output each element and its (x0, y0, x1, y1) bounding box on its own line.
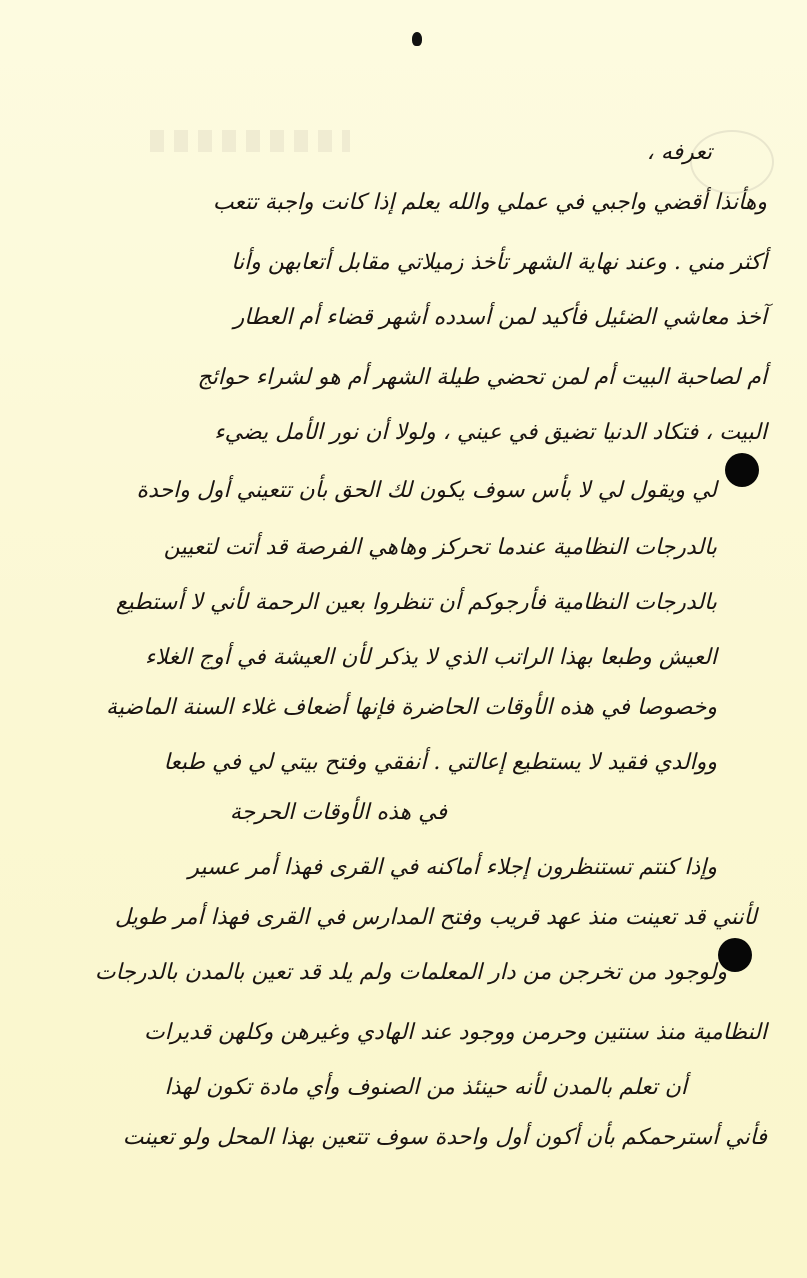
text-line: لي ويقول لي لا بأس سوف يكون لك الحق بأن تتعيني أول واحدة (136, 478, 717, 503)
text-line: فأني أسترحمكم بأن أكون أول واحدة سوف تتعين بهذا المحل ولو تعينت (122, 1125, 767, 1150)
text-line: بالدرجات النظامية فأرجوكم أن تنظروا بعين الرحمة لأني لا أستطيع (115, 590, 717, 615)
text-line: العيش وطبعا بهذا الراتب الذي لا يذكر لأن العيشة في أوج الغلاء (145, 645, 717, 670)
text-line: أم لصاحبة البيت أم لمن تحضي طيلة الشهر أم هو لشراء حوائج (197, 365, 767, 390)
pin-hole (412, 32, 422, 46)
text-line: آخذ معاشي الضئيل فأكيد لمن أسدده أشهر قضاء أم العطار (233, 305, 767, 330)
text-line: البيت ، فتكاد الدنيا تضيق في عيني ، ولولا أن نور الأمل يضيء (214, 420, 767, 445)
text-line: وإذا كنتم تستنظرون إجلاء أماكنه في القرى فهذا أمر عسير (188, 855, 717, 880)
text-line: ووالدي فقيد لا يستطيع إعالتي . أنفقي وفتح بيتي لي في طبعا (163, 750, 717, 775)
text-line: أن تعلم بالمدن لأنه حينئذ من الصنوف وأي مادة تكون لهذا (164, 1075, 687, 1100)
punch-hole-top (725, 453, 759, 487)
text-line: تعرفه ، (646, 140, 712, 165)
text-line: وهأنذا أقضي واجبي في عملي والله يعلم إذا كانت واجبة تتعب (212, 190, 767, 215)
text-line: بالدرجات النظامية عندما تحركز وهاهي الفرصة قد أتت لتعيين (163, 535, 717, 560)
text-line: ولوجود من تخرجن من دار المعلمات ولم يلد قد تعين بالمدن بالدرجات (94, 960, 727, 985)
text-line: لأنني قد تعينت منذ عهد قريب وفتح المدارس في القرى فهذا أمر طويل (114, 905, 757, 930)
text-line: في هذه الأوقات الحرجة (229, 800, 447, 825)
text-line: أكثر مني . وعند نهاية الشهر تأخذ زميلاتي مقابل أتعابهن وأنا (231, 250, 767, 275)
text-line: وخصوصا في هذه الأوقات الحاضرة فإنها أضعاف غلاء السنة الماضية (106, 695, 717, 720)
bleed-through-mark (150, 130, 350, 152)
text-line: النظامية منذ سنتين وحرمن ووجود عند الهادي وغيرهن وكلهن قديرات (144, 1020, 767, 1045)
